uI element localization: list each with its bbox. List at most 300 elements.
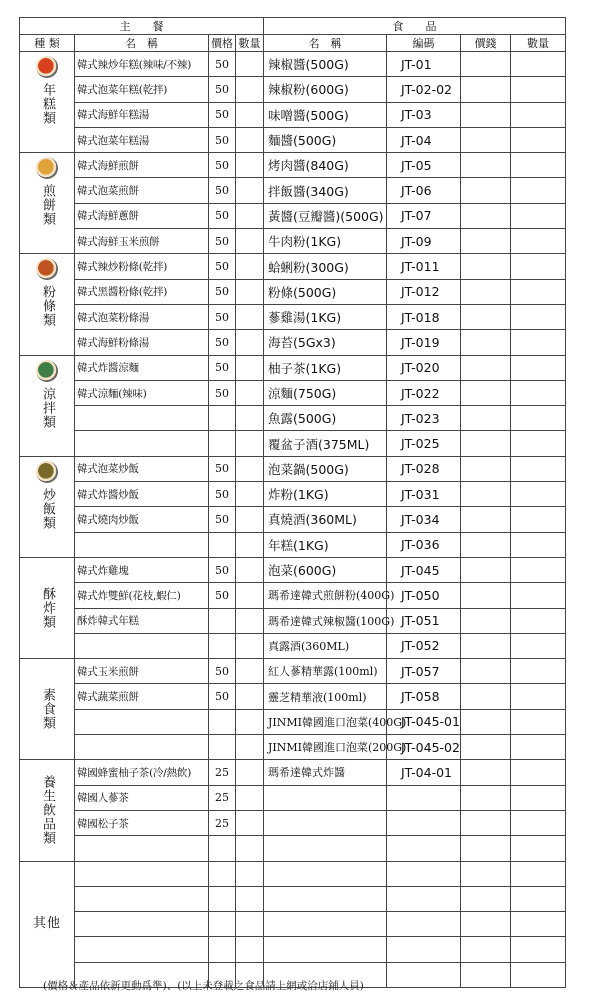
food-code: JT-07 (387, 203, 461, 228)
food-code: JT-012 (387, 279, 461, 304)
food-quantity-cell[interactable] (511, 760, 566, 785)
meal-price: 50 (209, 254, 236, 279)
food-amount-cell[interactable] (461, 886, 511, 911)
food-name: 瑪希達韓式煎餅粉(400G) (264, 583, 387, 608)
meal-quantity-cell[interactable] (236, 608, 264, 633)
food-name: 烤肉醬(840G) (264, 153, 387, 178)
meal-quantity-cell[interactable] (236, 659, 264, 684)
table-row (20, 659, 566, 684)
food-name: 辣椒醬(500G) (264, 52, 387, 77)
meal-price (209, 937, 236, 962)
meal-name (75, 937, 209, 962)
food-name: 辣椒粉(600G) (264, 77, 387, 102)
food-quantity-cell[interactable] (511, 355, 566, 380)
meal-price (209, 608, 236, 633)
food-amount-cell[interactable] (461, 836, 511, 861)
food-code: JT-02-02 (387, 77, 461, 102)
meal-price: 50 (209, 557, 236, 582)
food-quantity-cell[interactable] (511, 203, 566, 228)
food-name (264, 836, 387, 861)
food-quantity-cell[interactable] (511, 735, 566, 760)
meal-price: 50 (209, 507, 236, 532)
food-quantity-cell[interactable] (511, 482, 566, 507)
food-quantity-cell[interactable] (511, 52, 566, 77)
food-code: JT-058 (387, 684, 461, 709)
meal-quantity-cell[interactable] (236, 861, 264, 886)
meal-name (75, 709, 209, 734)
meal-quantity-cell[interactable] (236, 178, 264, 203)
meal-name: 韓式炸雙鮮(花枝,蝦仁) (75, 583, 209, 608)
meal-price (209, 633, 236, 658)
food-quantity-cell[interactable] (511, 912, 566, 937)
food-code: JT-050 (387, 583, 461, 608)
meal-name: 韓式炸雞塊 (75, 557, 209, 582)
food-quantity-cell[interactable] (511, 962, 566, 987)
category-label: 素食類 (40, 688, 55, 731)
meal-price (209, 431, 236, 456)
food-code: JT-011 (387, 254, 461, 279)
food-quantity-cell[interactable] (511, 380, 566, 405)
food-quantity-cell[interactable] (511, 153, 566, 178)
food-code: JT-06 (387, 178, 461, 203)
food-amount-cell[interactable] (461, 304, 511, 329)
food-code: JT-051 (387, 608, 461, 633)
meal-quantity-cell[interactable] (236, 532, 264, 557)
meal-quantity-cell[interactable] (236, 153, 264, 178)
meal-price (209, 406, 236, 431)
food-quantity-cell[interactable] (511, 330, 566, 355)
amount-header: 價錢 (461, 35, 511, 52)
food-code: JT-023 (387, 406, 461, 431)
food-amount-cell[interactable] (461, 912, 511, 937)
meal-price: 25 (209, 785, 236, 810)
food-name: 瑪希達韓式辣椒醬(100G) (264, 608, 387, 633)
meal-quantity-cell[interactable] (236, 735, 264, 760)
meal-quantity-cell[interactable] (236, 886, 264, 911)
food-name: 柚子茶(1KG) (264, 355, 387, 380)
meal-name: 韓式泡菜炒飯 (75, 456, 209, 481)
food-quantity-cell[interactable] (511, 659, 566, 684)
quantity-header: 數量 (236, 35, 264, 52)
food-amount-cell[interactable] (461, 229, 511, 254)
food-name (264, 785, 387, 810)
table-row (20, 229, 566, 254)
food-amount-cell[interactable] (461, 962, 511, 987)
food-quantity-cell[interactable] (511, 557, 566, 582)
food-code (387, 810, 461, 835)
meal-quantity-cell[interactable] (236, 127, 264, 152)
food-amount-cell[interactable] (461, 532, 511, 557)
food-amount-cell[interactable] (461, 456, 511, 481)
food-quantity-cell[interactable] (511, 178, 566, 203)
food-code (387, 861, 461, 886)
meal-price: 50 (209, 178, 236, 203)
table-row (20, 456, 566, 481)
table-row (20, 583, 566, 608)
food-quantity-cell[interactable] (511, 229, 566, 254)
food-amount-cell[interactable] (461, 583, 511, 608)
table-row (20, 785, 566, 810)
category-label: 酥炸類 (40, 587, 55, 630)
food-quantity-cell[interactable] (511, 583, 566, 608)
food-amount-cell[interactable] (461, 735, 511, 760)
meal-name: 韓式玉米煎餅 (75, 659, 209, 684)
table-row (20, 608, 566, 633)
category-cell (20, 52, 75, 153)
table-row (20, 279, 566, 304)
food-code: JT-09 (387, 229, 461, 254)
food-quantity-cell[interactable] (511, 102, 566, 127)
food-name: 魚露(500G) (264, 406, 387, 431)
food-name: 拌飯醬(340G) (264, 178, 387, 203)
food-amount-cell[interactable] (461, 937, 511, 962)
food-code (387, 886, 461, 911)
food-code: JT-052 (387, 633, 461, 658)
meal-name: 韓國人蔘茶 (75, 785, 209, 810)
food-quantity-cell[interactable] (511, 861, 566, 886)
food-name: 麵醬(500G) (264, 127, 387, 152)
food-amount-cell[interactable] (461, 861, 511, 886)
meal-price (209, 886, 236, 911)
food-amount-cell[interactable] (461, 153, 511, 178)
food-amount-cell[interactable] (461, 279, 511, 304)
food-amount-cell[interactable] (461, 178, 511, 203)
meal-quantity-cell[interactable] (236, 380, 264, 405)
food-quantity-cell[interactable] (511, 431, 566, 456)
food-quantity-cell[interactable] (511, 279, 566, 304)
food-name: 粉條(500G) (264, 279, 387, 304)
food-quantity-cell[interactable] (511, 507, 566, 532)
food-quantity-cell[interactable] (511, 456, 566, 481)
meal-price: 50 (209, 102, 236, 127)
table-row (20, 431, 566, 456)
meal-name: 韓式辣炒粉條(乾拌) (75, 254, 209, 279)
food-amount-cell[interactable] (461, 254, 511, 279)
food-name-header: 名 稱 (264, 35, 387, 52)
food-code: JT-057 (387, 659, 461, 684)
meal-quantity-cell[interactable] (236, 557, 264, 582)
food-amount-cell[interactable] (461, 709, 511, 734)
food-code (387, 785, 461, 810)
meal-quantity-cell[interactable] (236, 507, 264, 532)
food-name: 牛肉粉(1KG) (264, 229, 387, 254)
meal-price: 50 (209, 77, 236, 102)
food-amount-cell[interactable] (461, 52, 511, 77)
meal-quantity-cell[interactable] (236, 52, 264, 77)
food-code: JT-020 (387, 355, 461, 380)
food-amount-cell[interactable] (461, 557, 511, 582)
food-name: 覆盆子酒(375ML) (264, 431, 387, 456)
food-quantity-cell[interactable] (511, 785, 566, 810)
food-name (264, 810, 387, 835)
food-code: JT-031 (387, 482, 461, 507)
table-row (20, 760, 566, 785)
food-code (387, 937, 461, 962)
meal-name: 韓式海鮮玉米煎餅 (75, 229, 209, 254)
food-code: JT-018 (387, 304, 461, 329)
food-amount-cell[interactable] (461, 760, 511, 785)
food-name: 真燒酒(360ML) (264, 507, 387, 532)
food-header: 食 品 (264, 18, 566, 35)
category-label: 涼拌類 (40, 386, 55, 429)
food-amount-cell[interactable] (461, 355, 511, 380)
meal-price: 50 (209, 52, 236, 77)
food-name: 年糕(1KG) (264, 532, 387, 557)
food-name: JINMI韓國進口泡菜(400G) (264, 709, 387, 734)
meal-name: 韓式泡菜年糕(乾拌) (75, 77, 209, 102)
table-row (20, 355, 566, 380)
food-name: 炸粉(1KG) (264, 482, 387, 507)
food-amount-cell[interactable] (461, 810, 511, 835)
table-row (20, 380, 566, 405)
meal-quantity-cell[interactable] (236, 633, 264, 658)
food-amount-cell[interactable] (461, 684, 511, 709)
meal-quantity-cell[interactable] (236, 254, 264, 279)
order-form (19, 17, 565, 988)
food-amount-cell[interactable] (461, 127, 511, 152)
table-row (20, 153, 566, 178)
table-row (20, 836, 566, 861)
meal-quantity-cell[interactable] (236, 785, 264, 810)
food-quantity-cell[interactable] (511, 633, 566, 658)
price-header: 價格 (209, 35, 236, 52)
meal-name: 韓式炸醬涼麵 (75, 355, 209, 380)
meal-price: 50 (209, 153, 236, 178)
meal-price: 50 (209, 659, 236, 684)
food-name: 海苔(5Gx3) (264, 330, 387, 355)
table-row (20, 52, 566, 77)
category-cell (20, 153, 75, 254)
food-amount-cell[interactable] (461, 482, 511, 507)
meal-name: 韓式黑醬粉條(乾拌) (75, 279, 209, 304)
food-code: JT-04 (387, 127, 461, 152)
cold-noodle-dish-icon (36, 360, 58, 382)
table-row (20, 861, 566, 886)
meal-name: 韓式辣炒年糕(辣味/不辣) (75, 52, 209, 77)
food-code (387, 836, 461, 861)
food-amount-cell[interactable] (461, 406, 511, 431)
pancake-dish-icon (36, 157, 58, 179)
food-quantity-cell[interactable] (511, 406, 566, 431)
meal-name: 韓式海鮮年糕湯 (75, 102, 209, 127)
meal-quantity-cell[interactable] (236, 912, 264, 937)
meal-price: 50 (209, 684, 236, 709)
table-row (20, 482, 566, 507)
food-amount-cell[interactable] (461, 633, 511, 658)
food-amount-cell[interactable] (461, 77, 511, 102)
food-code: JT-034 (387, 507, 461, 532)
food-quantity-cell[interactable] (511, 608, 566, 633)
category-cell (20, 355, 75, 456)
table-row (20, 330, 566, 355)
meal-name: 韓式泡菜粉條湯 (75, 304, 209, 329)
meal-name: 韓國松子茶 (75, 810, 209, 835)
meal-quantity-cell[interactable] (236, 760, 264, 785)
food-quantity-cell[interactable] (511, 254, 566, 279)
food-name: 蛤蜊粉(300G) (264, 254, 387, 279)
table-row (20, 709, 566, 734)
food-name: 泡菜(600G) (264, 557, 387, 582)
meal-price: 50 (209, 355, 236, 380)
food-code: JT-045-02 (387, 735, 461, 760)
food-name: JINMI韓國進口泡菜(200G) (264, 735, 387, 760)
table-row (20, 937, 566, 962)
name-header: 名 稱 (75, 35, 209, 52)
meal-name (75, 861, 209, 886)
food-amount-cell[interactable] (461, 380, 511, 405)
food-amount-cell[interactable] (461, 102, 511, 127)
food-name (264, 912, 387, 937)
food-name: 泡菜鍋(500G) (264, 456, 387, 481)
table-row (20, 557, 566, 582)
food-amount-cell[interactable] (461, 507, 511, 532)
meal-name: 韓式海鮮粉條湯 (75, 330, 209, 355)
food-quantity-cell[interactable] (511, 810, 566, 835)
table-row (20, 254, 566, 279)
food-amount-cell[interactable] (461, 608, 511, 633)
meal-price: 50 (209, 203, 236, 228)
meal-quantity-cell[interactable] (236, 482, 264, 507)
food-code: JT-036 (387, 532, 461, 557)
meal-price: 50 (209, 482, 236, 507)
food-name: 靈芝精華液(100ml) (264, 684, 387, 709)
food-name (264, 861, 387, 886)
food-quantity-header: 數量 (511, 35, 566, 52)
meal-quantity-cell[interactable] (236, 203, 264, 228)
meal-quantity-cell[interactable] (236, 279, 264, 304)
meal-price (209, 912, 236, 937)
food-name: 紅人蔘精華露(100ml) (264, 659, 387, 684)
category-label: 煎餅類 (40, 184, 55, 227)
food-quantity-cell[interactable] (511, 709, 566, 734)
table-row (20, 178, 566, 203)
category-cell (20, 659, 75, 760)
food-quantity-cell[interactable] (511, 304, 566, 329)
food-quantity-cell[interactable] (511, 127, 566, 152)
menu-table (19, 17, 566, 988)
meal-quantity-cell[interactable] (236, 583, 264, 608)
footer-note: (價格＆產品依新更動爲準)、(以上未登載之食品請上網或洽店鋪人員) (43, 980, 364, 992)
ricecake-dish-icon (36, 56, 58, 78)
food-code: JT-03 (387, 102, 461, 127)
category-label: 其他 (32, 916, 61, 932)
meal-name (75, 836, 209, 861)
meal-name: 酥炸韓式年糕 (75, 608, 209, 633)
food-amount-cell[interactable] (461, 785, 511, 810)
food-quantity-cell[interactable] (511, 77, 566, 102)
food-name: 蔘雞湯(1KG) (264, 304, 387, 329)
food-code (387, 912, 461, 937)
food-code: JT-04-01 (387, 760, 461, 785)
meal-quantity-cell[interactable] (236, 355, 264, 380)
meal-price: 50 (209, 583, 236, 608)
category-label: 炒飯類 (40, 487, 55, 530)
meal-name (75, 431, 209, 456)
table-row (20, 77, 566, 102)
food-amount-cell[interactable] (461, 330, 511, 355)
food-name: 味噌醬(500G) (264, 102, 387, 127)
code-header: 編碼 (387, 35, 461, 52)
meal-price: 50 (209, 229, 236, 254)
table-row (20, 886, 566, 911)
meal-name: 韓式炸醬炒飯 (75, 482, 209, 507)
meal-price: 50 (209, 456, 236, 481)
food-code: JT-019 (387, 330, 461, 355)
meal-quantity-cell[interactable] (236, 406, 264, 431)
meal-quantity-cell[interactable] (236, 456, 264, 481)
category-cell (20, 760, 75, 861)
table-row (20, 684, 566, 709)
meal-quantity-cell[interactable] (236, 709, 264, 734)
food-quantity-cell[interactable] (511, 937, 566, 962)
meal-quantity-cell[interactable] (236, 102, 264, 127)
food-amount-cell[interactable] (461, 659, 511, 684)
meal-name (75, 912, 209, 937)
category-cell (20, 456, 75, 557)
food-amount-cell[interactable] (461, 431, 511, 456)
meal-price (209, 709, 236, 734)
meal-quantity-cell[interactable] (236, 229, 264, 254)
food-quantity-cell[interactable] (511, 684, 566, 709)
meal-price: 25 (209, 760, 236, 785)
food-quantity-cell[interactable] (511, 886, 566, 911)
meal-name: 韓國蜂蜜柚子茶(冷/熱飲) (75, 760, 209, 785)
table-row (20, 810, 566, 835)
meal-name: 韓式海鮮煎餅 (75, 153, 209, 178)
meal-quantity-cell[interactable] (236, 684, 264, 709)
meal-quantity-cell[interactable] (236, 304, 264, 329)
table-row (20, 406, 566, 431)
food-name: 真露酒(360ML) (264, 633, 387, 658)
food-code: JT-045-01 (387, 709, 461, 734)
meal-quantity-cell[interactable] (236, 810, 264, 835)
table-row (20, 633, 566, 658)
meal-name: 韓式涼麵(辣味) (75, 380, 209, 405)
food-quantity-cell[interactable] (511, 836, 566, 861)
meal-name: 韓式燒肉炒飯 (75, 507, 209, 532)
meal-quantity-cell[interactable] (236, 330, 264, 355)
meal-name (75, 886, 209, 911)
category-cell (20, 557, 75, 658)
meal-name (75, 532, 209, 557)
food-name: 瑪希達韓式炸醬 (264, 760, 387, 785)
food-quantity-cell[interactable] (511, 532, 566, 557)
meal-quantity-cell[interactable] (236, 431, 264, 456)
meal-price: 50 (209, 279, 236, 304)
meal-quantity-cell[interactable] (236, 836, 264, 861)
meal-name (75, 633, 209, 658)
meal-name: 韓式泡菜煎餅 (75, 178, 209, 203)
food-code (387, 962, 461, 987)
meal-quantity-cell[interactable] (236, 77, 264, 102)
noodle-dish-icon (36, 258, 58, 280)
meal-price (209, 735, 236, 760)
meal-name: 韓式泡菜年糕湯 (75, 127, 209, 152)
meal-price (209, 836, 236, 861)
meal-name (75, 735, 209, 760)
food-code: JT-025 (387, 431, 461, 456)
table-row (20, 532, 566, 557)
category-cell (20, 861, 75, 987)
food-amount-cell[interactable] (461, 203, 511, 228)
table-row (20, 735, 566, 760)
table-row (20, 127, 566, 152)
category-header: 種 類 (20, 35, 75, 52)
meal-quantity-cell[interactable] (236, 937, 264, 962)
food-name: 黃醬(豆瓣醬)(500G) (264, 203, 387, 228)
meal-name: 韓式海鮮蔥餅 (75, 203, 209, 228)
category-label: 養生飲品類 (40, 775, 55, 846)
